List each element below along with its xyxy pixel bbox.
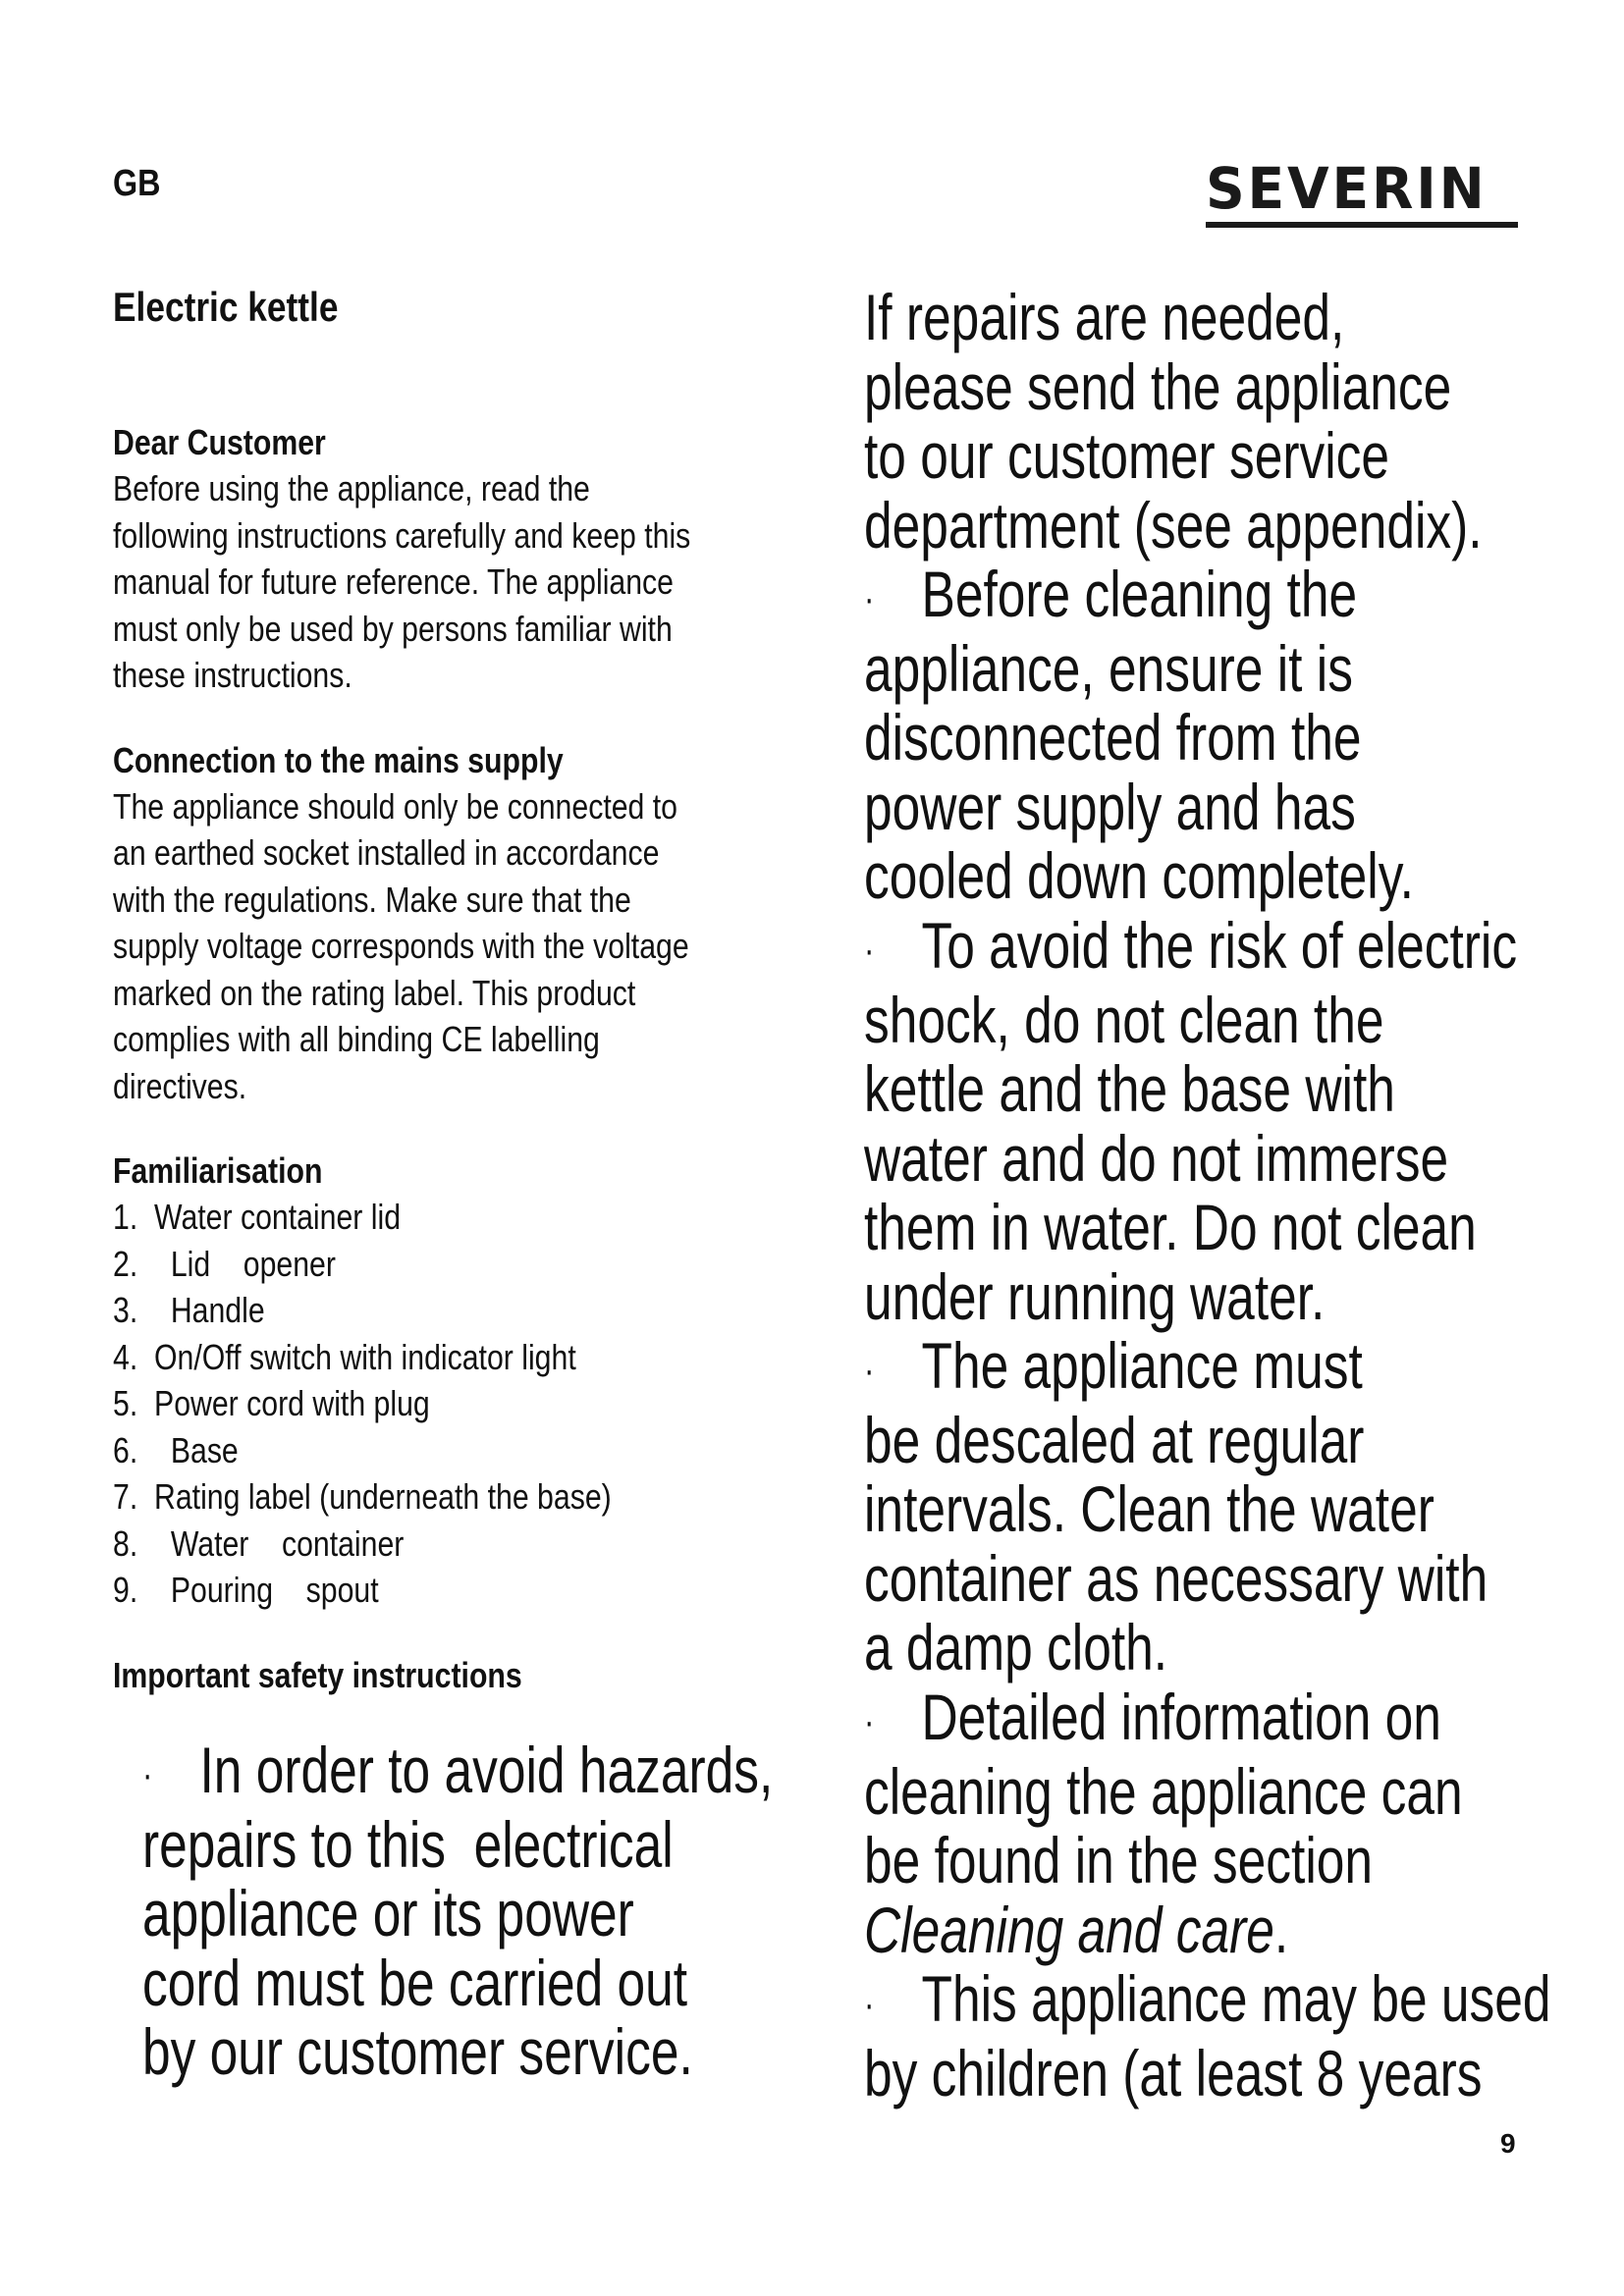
list-item: 3. Handle <box>113 1290 265 1330</box>
dear-customer-heading: Dear Customer <box>113 422 326 462</box>
text-line: If repairs are needed, <box>864 281 1345 353</box>
text-line: department (see appendix). <box>864 488 1483 561</box>
mains-supply-heading: Connection to the mains supply <box>113 739 564 780</box>
right-column: If repairs are needed, please send the appliance to our customer service department (see appendix). · Before cleaning the appliance, ensure it is disconnected from the power supply and has cooled down completely. · To avoid the risk of electric shock, do not clean the kettle and the base with water and do not immerse them in water. Do not clean under running water. · The appliance must be descaled at regular intervals. Clean the water container as necessary with a damp cloth. · Detailed information on cleaning the appliance can be found in the section Cleaning and care. · This appliance may be used by children (at least 8 years <box>864 283 1591 2109</box>
list-item: 7. Rating label (underneath the base) <box>113 1476 612 1517</box>
document-title: Electric kettle <box>113 284 339 330</box>
list-item: 2. Lid opener <box>113 1243 336 1284</box>
language-code: GB <box>113 163 161 204</box>
bullet-icon: · <box>864 1700 875 1744</box>
list-item: 1. Water container lid <box>113 1197 402 1237</box>
dear-customer-section <box>113 420 820 699</box>
safety-bullet-6: · This appliance may be used <box>864 1964 1592 2039</box>
brand-logo <box>1206 157 1530 220</box>
text-line: to our customer service <box>864 419 1390 492</box>
mains-supply-text: The appliance should only be connected to an earthed socket installed in accordance with the regulations. Make sure that the supply voltage corresponds with the voltage marked on the rating label. This product complies with all binding CE labelling directives. <box>113 785 689 1106</box>
bullet-icon: · <box>864 929 875 973</box>
bullet-icon: · <box>864 1349 875 1393</box>
mains-supply-section <box>113 738 820 1110</box>
page-number: 9 <box>1500 2128 1516 2159</box>
parts-list <box>113 1194 820 1614</box>
safety-bullet-4: · The appliance must <box>864 1331 1592 1406</box>
dear-customer-text: Before using the appliance, read the following instructions carefully and keep this manual for future reference. The appliance must only be used by persons familiar with these instructions. <box>113 468 691 695</box>
brand-underline <box>1206 222 1518 228</box>
text-line: please send the appliance <box>864 349 1452 423</box>
familiarisation-section <box>113 1148 820 1614</box>
list-item: 4. On/Off switch with indicator light <box>113 1336 576 1377</box>
safety-bullet-2: · Before cleaning the <box>864 560 1592 634</box>
bullet-icon: · <box>142 1753 153 1797</box>
safety-bullet-5: · Detailed information on <box>864 1682 1592 1757</box>
section-reference: Cleaning and care <box>864 1893 1274 1966</box>
safety-bullet-1: · In order to avoid hazards, repairs to this electrical appliance or its power cord must be carried out by our customer service. <box>142 1734 774 2089</box>
safety-bullet-3: · To avoid the risk of electric <box>864 911 1592 986</box>
bullet-icon: · <box>864 1982 875 2026</box>
list-item: 9. Pouring spout <box>113 1570 379 1610</box>
list-item: 6. Base <box>113 1429 239 1470</box>
list-item: 8. Water container <box>113 1522 405 1564</box>
brand-name: SEVERIN <box>1206 155 1488 222</box>
safety-heading: Important safety instructions <box>113 1654 522 1695</box>
familiarisation-heading: Familiarisation <box>113 1150 323 1191</box>
list-item: 5. Power cord with plug <box>113 1383 430 1423</box>
left-column <box>113 283 820 1698</box>
bullet-icon: · <box>864 577 875 621</box>
